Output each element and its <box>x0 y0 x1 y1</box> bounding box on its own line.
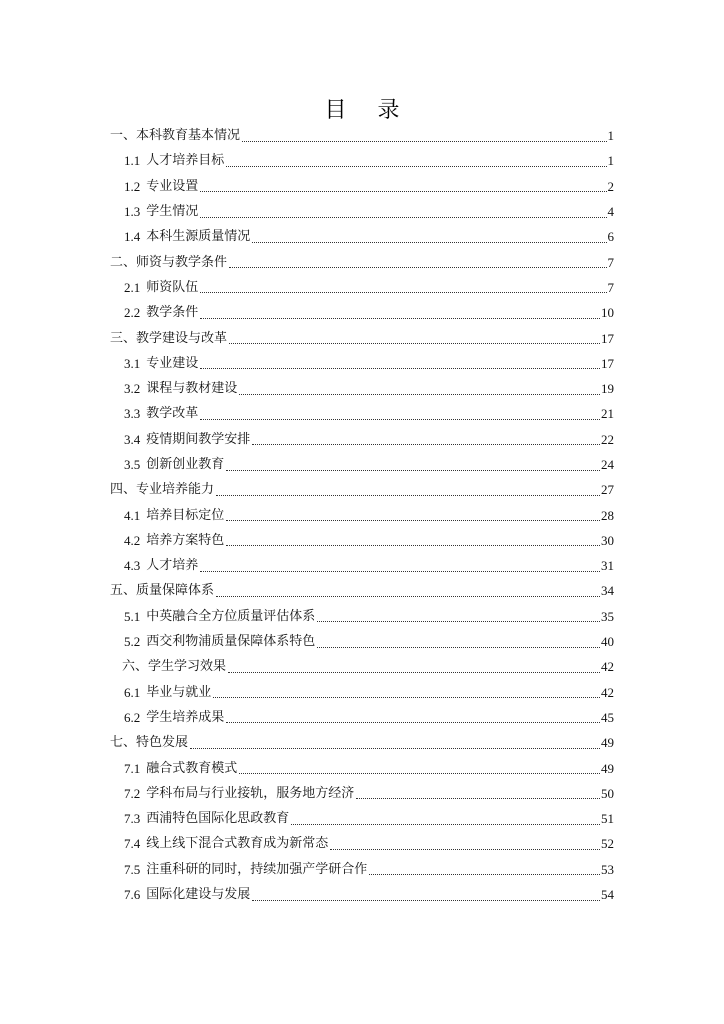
toc-entry-title: 二、师资与教学条件 <box>110 254 228 270</box>
toc-entry-title: 三、教学建设与改革 <box>110 330 228 346</box>
toc-page-number: 22 <box>601 431 614 447</box>
toc-entry-title: 七、特色发展 <box>110 735 189 751</box>
toc-entry-number: 2.1 <box>124 279 141 295</box>
toc-page-number: 52 <box>601 836 614 852</box>
toc-section-entry[interactable] <box>0 325 724 350</box>
dot-leader <box>200 367 600 369</box>
toc-entry-number: 5.2 <box>124 634 141 650</box>
toc-page-number: 19 <box>601 381 614 397</box>
toc-section-entry[interactable] <box>0 249 724 274</box>
toc-subsection-entry[interactable] <box>0 553 724 578</box>
dot-leader <box>216 595 600 597</box>
toc-page-number: 24 <box>601 457 614 472</box>
toc-page-number: 7 <box>607 254 614 270</box>
toc-entry-number: 7.6 <box>124 887 141 903</box>
toc-page-number: 35 <box>601 608 614 624</box>
toc-entry-title: 课程与教材建设 <box>146 381 238 397</box>
toc-subsection-entry[interactable] <box>0 629 724 654</box>
toc-entry-title: 疫情期间教学安排 <box>146 431 251 447</box>
toc-entry-title: 学生培养成果 <box>146 709 225 725</box>
toc-page-number: 50 <box>601 785 614 801</box>
dot-leader <box>226 519 600 521</box>
toc-entry-title: 人才培养目标 <box>146 153 225 169</box>
toc-entry-title: 学科布局与行业接轨，服务地方经济 <box>146 785 355 801</box>
toc-page-number: 4 <box>607 204 614 220</box>
toc-page-number: 7 <box>607 279 614 295</box>
toc-section-entry[interactable] <box>0 578 724 603</box>
toc-subsection-entry[interactable] <box>0 705 724 730</box>
toc-subsection-entry[interactable] <box>0 452 724 477</box>
toc-entry-title: 线上线下混合式教育成为新常态 <box>146 836 329 852</box>
toc-entry-number: 3.1 <box>124 355 141 371</box>
dot-leader <box>369 873 600 875</box>
dot-leader <box>252 241 606 243</box>
dot-leader <box>200 317 600 319</box>
toc-page-number: 40 <box>601 634 614 650</box>
toc-entry-number: 7.4 <box>124 836 141 852</box>
dot-leader <box>317 620 600 622</box>
toc-entry-title: 专业设置 <box>146 178 199 194</box>
dot-leader <box>216 494 600 496</box>
toc-entry-title: 专业建设 <box>146 355 199 371</box>
dot-leader <box>200 216 606 218</box>
toc-entry-number: 5.1 <box>124 608 141 624</box>
dot-leader <box>200 190 606 192</box>
toc-page-number: 27 <box>601 482 614 498</box>
toc-subsection-entry[interactable] <box>0 781 724 806</box>
dot-leader <box>226 165 606 167</box>
toc-page-number: 10 <box>601 305 614 321</box>
toc-page-number: 2 <box>607 178 614 194</box>
toc-entry-title: 师资队伍 <box>146 279 199 295</box>
toc-section-entry[interactable] <box>0 123 724 148</box>
toc-page-number: 53 <box>601 861 614 877</box>
toc-entry-number: 7.1 <box>124 760 141 776</box>
toc-entry-title: 注重科研的同时，持续加强产学研合作 <box>146 861 368 877</box>
dot-leader <box>239 393 600 395</box>
toc-entry-number: 3.3 <box>124 406 141 422</box>
dot-leader <box>190 747 600 749</box>
toc-entry-number: 7.5 <box>124 861 141 877</box>
page-title: 目 录 <box>324 98 412 123</box>
toc-page-number: 1 <box>607 128 614 144</box>
toc-entry-number: 1.2 <box>124 178 141 194</box>
toc-entry-number: 3.2 <box>124 381 141 397</box>
toc-entry-title: 融合式教育模式 <box>146 760 238 776</box>
toc-entry-title: 本科生源质量情况 <box>146 229 251 245</box>
toc-page-number: 17 <box>601 330 614 346</box>
dot-leader <box>330 848 600 850</box>
dot-leader <box>242 140 606 142</box>
toc-page-number: 54 <box>601 887 614 903</box>
dot-leader <box>252 443 600 445</box>
toc-subsection-entry[interactable] <box>0 351 724 376</box>
toc-page-number: 1 <box>607 153 614 169</box>
toc-subsection-entry[interactable] <box>0 604 724 629</box>
toc-subsection-entry[interactable] <box>0 831 724 856</box>
toc-entry-number: 7.2 <box>124 785 141 801</box>
toc-subsection-entry[interactable] <box>0 806 724 831</box>
dot-leader <box>200 291 606 293</box>
dot-leader <box>213 696 600 698</box>
toc-section-entry[interactable] <box>0 730 724 755</box>
toc-subsection-entry[interactable] <box>0 755 724 780</box>
toc-page-number: 34 <box>601 583 614 599</box>
toc-entry-title: 培养目标定位 <box>146 507 225 523</box>
toc-entry-title: 六、学生学习效果 <box>122 659 227 675</box>
toc-entry-title: 一、本科教育基本情况 <box>110 128 241 144</box>
toc-section-entry[interactable] <box>0 477 724 502</box>
toc-page-number: 31 <box>601 558 614 574</box>
dot-leader <box>200 570 600 572</box>
toc-entry-number: 6.2 <box>124 709 141 725</box>
toc-entry-title: 教学条件 <box>146 305 199 321</box>
toc-entry-number: 1.4 <box>124 229 141 245</box>
toc-subsection-entry[interactable] <box>0 376 724 401</box>
toc-subsection-entry[interactable] <box>0 502 724 527</box>
dot-leader <box>226 721 600 723</box>
toc-entry-number: 3.4 <box>124 431 141 447</box>
toc-entry-number: 4.1 <box>124 507 141 523</box>
toc-entry-title: 毕业与就业 <box>146 684 212 700</box>
dot-leader <box>252 899 600 901</box>
toc-page-number: 51 <box>601 811 614 827</box>
toc-entry-number: 2.2 <box>124 305 141 321</box>
dot-leader <box>229 342 600 344</box>
dot-leader <box>356 797 600 799</box>
toc-entry-title: 创新创业教育 <box>146 457 225 472</box>
toc-page-number: 28 <box>601 507 614 523</box>
toc-subsection-entry[interactable] <box>0 275 724 300</box>
toc-entry-number: 3.5 <box>124 457 141 472</box>
toc-entry-title: 西浦特色国际化思政教育 <box>146 811 290 827</box>
toc-page-number: 49 <box>601 735 614 751</box>
toc-entry-title: 国际化建设与发展 <box>146 887 251 903</box>
toc-entry-title: 西交利物浦质量保障体系特色 <box>146 634 316 650</box>
toc-section-entry[interactable] <box>0 654 724 679</box>
dot-leader <box>200 418 600 420</box>
dot-leader <box>317 646 600 648</box>
toc-entry-number: 1.3 <box>124 204 141 220</box>
dot-leader <box>229 266 606 268</box>
toc-page-number: 17 <box>601 355 614 371</box>
toc-entry-number: 4.3 <box>124 558 141 574</box>
toc-page-number: 45 <box>601 709 614 725</box>
toc-entry-title: 培养方案特色 <box>146 532 225 548</box>
toc-entry-number: 6.1 <box>124 684 141 700</box>
dot-leader <box>291 823 600 825</box>
toc-subsection-entry[interactable] <box>0 300 724 325</box>
toc-entry-title: 四、专业培养能力 <box>110 482 215 498</box>
toc-subsection-entry[interactable] <box>0 882 724 907</box>
toc-subsection-entry[interactable] <box>0 401 724 426</box>
toc-page-number: 21 <box>601 406 614 422</box>
dot-leader <box>226 469 600 471</box>
toc-subsection-entry[interactable] <box>0 528 724 553</box>
toc-entry-number: 1.1 <box>124 153 141 169</box>
dot-leader <box>228 671 600 673</box>
toc-subsection-entry[interactable] <box>0 148 724 173</box>
toc-subsection-entry[interactable] <box>0 680 724 705</box>
toc-page-number: 42 <box>601 684 614 700</box>
toc-entry-number: 7.3 <box>124 811 141 827</box>
toc-entry-number: 4.2 <box>124 532 141 548</box>
toc-entry-title: 五、质量保障体系 <box>110 583 215 599</box>
toc-page-number: 30 <box>601 532 614 548</box>
toc-entry-title: 人才培养 <box>146 558 199 574</box>
toc-subsection-entry[interactable] <box>0 857 724 882</box>
toc-subsection-entry[interactable] <box>0 174 724 199</box>
table-of-contents <box>0 123 724 907</box>
toc-entry-title: 中英融合全方位质量评估体系 <box>146 608 316 624</box>
toc-page-number: 6 <box>607 229 614 245</box>
toc-subsection-entry[interactable] <box>0 199 724 224</box>
toc-entry-title: 教学改革 <box>146 406 199 422</box>
toc-subsection-entry[interactable] <box>0 427 724 452</box>
toc-page-number: 42 <box>601 659 614 675</box>
dot-leader <box>226 544 600 546</box>
toc-page-number: 49 <box>601 760 614 776</box>
toc-entry-title: 学生情况 <box>146 204 199 220</box>
toc-subsection-entry[interactable] <box>0 224 724 249</box>
dot-leader <box>239 772 600 774</box>
